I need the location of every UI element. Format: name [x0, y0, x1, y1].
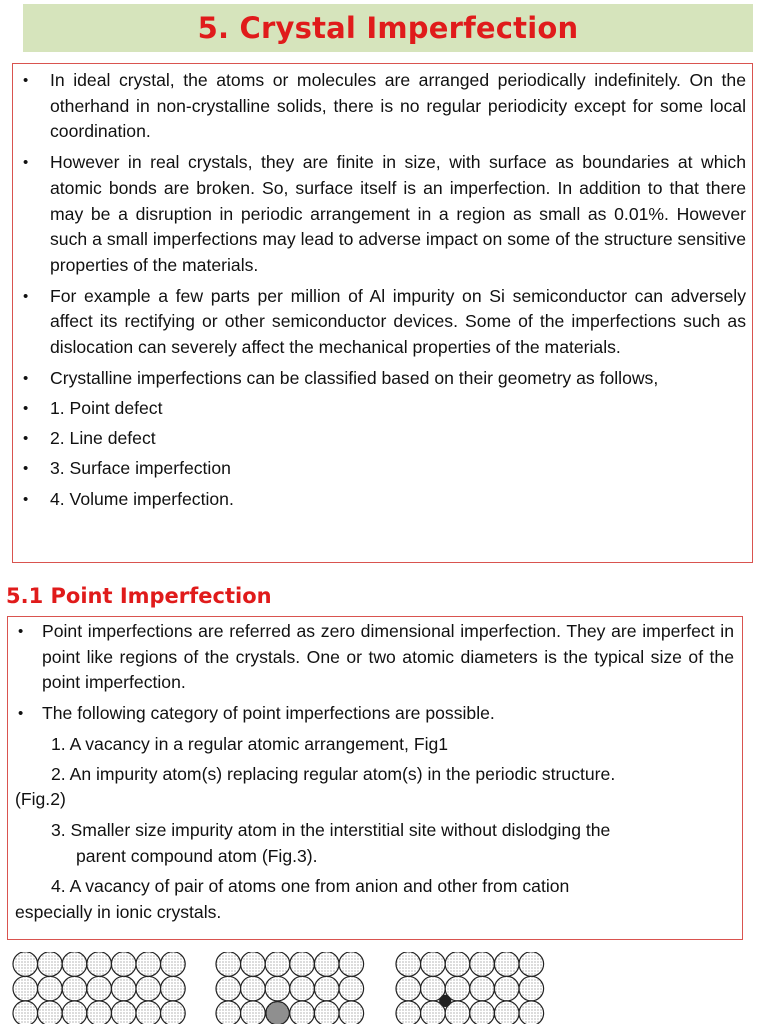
atom [314, 976, 339, 1001]
atom [265, 952, 290, 976]
atom [396, 976, 421, 1001]
point-defect-figures [0, 952, 768, 1024]
atom [136, 976, 161, 1001]
list-item: • For example a few parts per million of Al impurity on Si semiconductor can adversely affect its rectifying or other semiconductor devices. Some of the imperfections such as dislocation can severely affect the mechanical properties of the materials. [20, 284, 746, 361]
category-item-4-line2: especially in ionic crystals. [15, 902, 222, 923]
atom [161, 976, 186, 1001]
category-item-3-line1: 3. Smaller size impurity atom in the interstitial site without dislodging the [51, 819, 611, 840]
atom [519, 952, 544, 976]
category-item-2-line1: 2. An impurity atom(s) replacing regular atom(s) in the periodic structure. [51, 763, 616, 784]
atom [339, 976, 364, 1001]
category-item-1: 1. A vacancy in a regular atomic arrangement, Fig1 [51, 733, 449, 754]
atom [38, 1001, 63, 1024]
atom [111, 952, 136, 976]
figure-1-vacancy-lattice [13, 952, 185, 1024]
list-item: • Point imperfections are referred as zero dimensional imperfection. They are imperfect in point like regions of the crystals. One or two atomic diameters is the typical size of the point imperfection. [15, 619, 734, 696]
list-item: • 4. Volume imperfection. [20, 487, 746, 513]
atom [290, 952, 315, 976]
atom [13, 1001, 38, 1024]
atom [87, 976, 112, 1001]
atom [396, 952, 421, 976]
figure-3-interstitial-lattice [396, 952, 544, 1024]
atom [87, 1001, 112, 1024]
atom [494, 952, 519, 976]
atom [62, 952, 87, 976]
atom [396, 1001, 421, 1024]
point-imperfection-box [7, 616, 743, 940]
category-item-4-line1: 4. A vacancy of pair of atoms one from anion and other from cation [51, 876, 570, 897]
atom [494, 1001, 519, 1024]
atom [314, 1001, 339, 1024]
atom [216, 1001, 241, 1024]
atom [38, 952, 63, 976]
atom [111, 1001, 136, 1024]
atom [339, 952, 364, 976]
atom [161, 1001, 186, 1024]
atom [161, 952, 186, 976]
title-banner [23, 4, 753, 52]
atom [494, 976, 519, 1001]
atom [136, 952, 161, 976]
atom [265, 976, 290, 1001]
atom [136, 1001, 161, 1024]
atom [216, 976, 241, 1001]
intro-bullet-list [20, 68, 746, 512]
atom [470, 976, 495, 1001]
atom [87, 952, 112, 976]
list-item: • 2. Line defect [20, 426, 746, 452]
atom [519, 1001, 544, 1024]
atom [13, 976, 38, 1001]
atom [339, 1001, 364, 1024]
atom [421, 952, 446, 976]
atom [470, 1001, 495, 1024]
atom [111, 976, 136, 1001]
list-item: • 1. Point defect [20, 396, 746, 422]
atom [241, 1001, 266, 1024]
list-item: • In ideal crystal, the atoms or molecules are arranged periodically indefinitely. On the otherhand in non-crystalline solids, there is no regular periodicity except for some local coordination. [20, 68, 746, 145]
point-bullet-list [15, 619, 734, 727]
list-item: • The following category of point imperfections are possible. [15, 701, 734, 727]
interstitial-atom [440, 995, 451, 1006]
atom [241, 952, 266, 976]
atom [13, 952, 38, 976]
category-item-2 [15, 762, 734, 813]
atom [445, 952, 470, 976]
impurity-atom [266, 1002, 289, 1024]
atom [241, 976, 266, 1001]
atom [38, 976, 63, 1001]
category-item-3 [15, 818, 734, 869]
atom [216, 952, 241, 976]
list-item: • 3. Surface imperfection [20, 456, 746, 482]
atom [290, 1001, 315, 1024]
list-item: • Crystalline imperfections can be classified based on their geometry as follows, [20, 366, 746, 392]
atom [519, 976, 544, 1001]
page-title: 5. Crystal Imperfection [197, 11, 579, 45]
atom [470, 952, 495, 976]
atom [290, 976, 315, 1001]
atom [314, 952, 339, 976]
intro-box [12, 63, 753, 563]
figure-2-substitutional-lattice [216, 952, 364, 1024]
category-item-2-line2: (Fig.2) [15, 789, 66, 810]
section-heading: 5.1 Point Imperfection [6, 584, 272, 608]
list-item: • However in real crystals, they are finite in size, with surface as boundaries at which atomic bonds are broken. So, surface itself is an imperfection. In addition to that there may be a disruption in periodic arrangement in a region as small as 0.01%. However such a small imperfections may lead to adverse impact on some of the structure sensitive properties of the materials. [20, 150, 746, 279]
category-item-3-line2: parent compound atom (Fig.3). [76, 845, 318, 866]
atom [62, 1001, 87, 1024]
atom [62, 976, 87, 1001]
category-item-4 [15, 874, 734, 925]
